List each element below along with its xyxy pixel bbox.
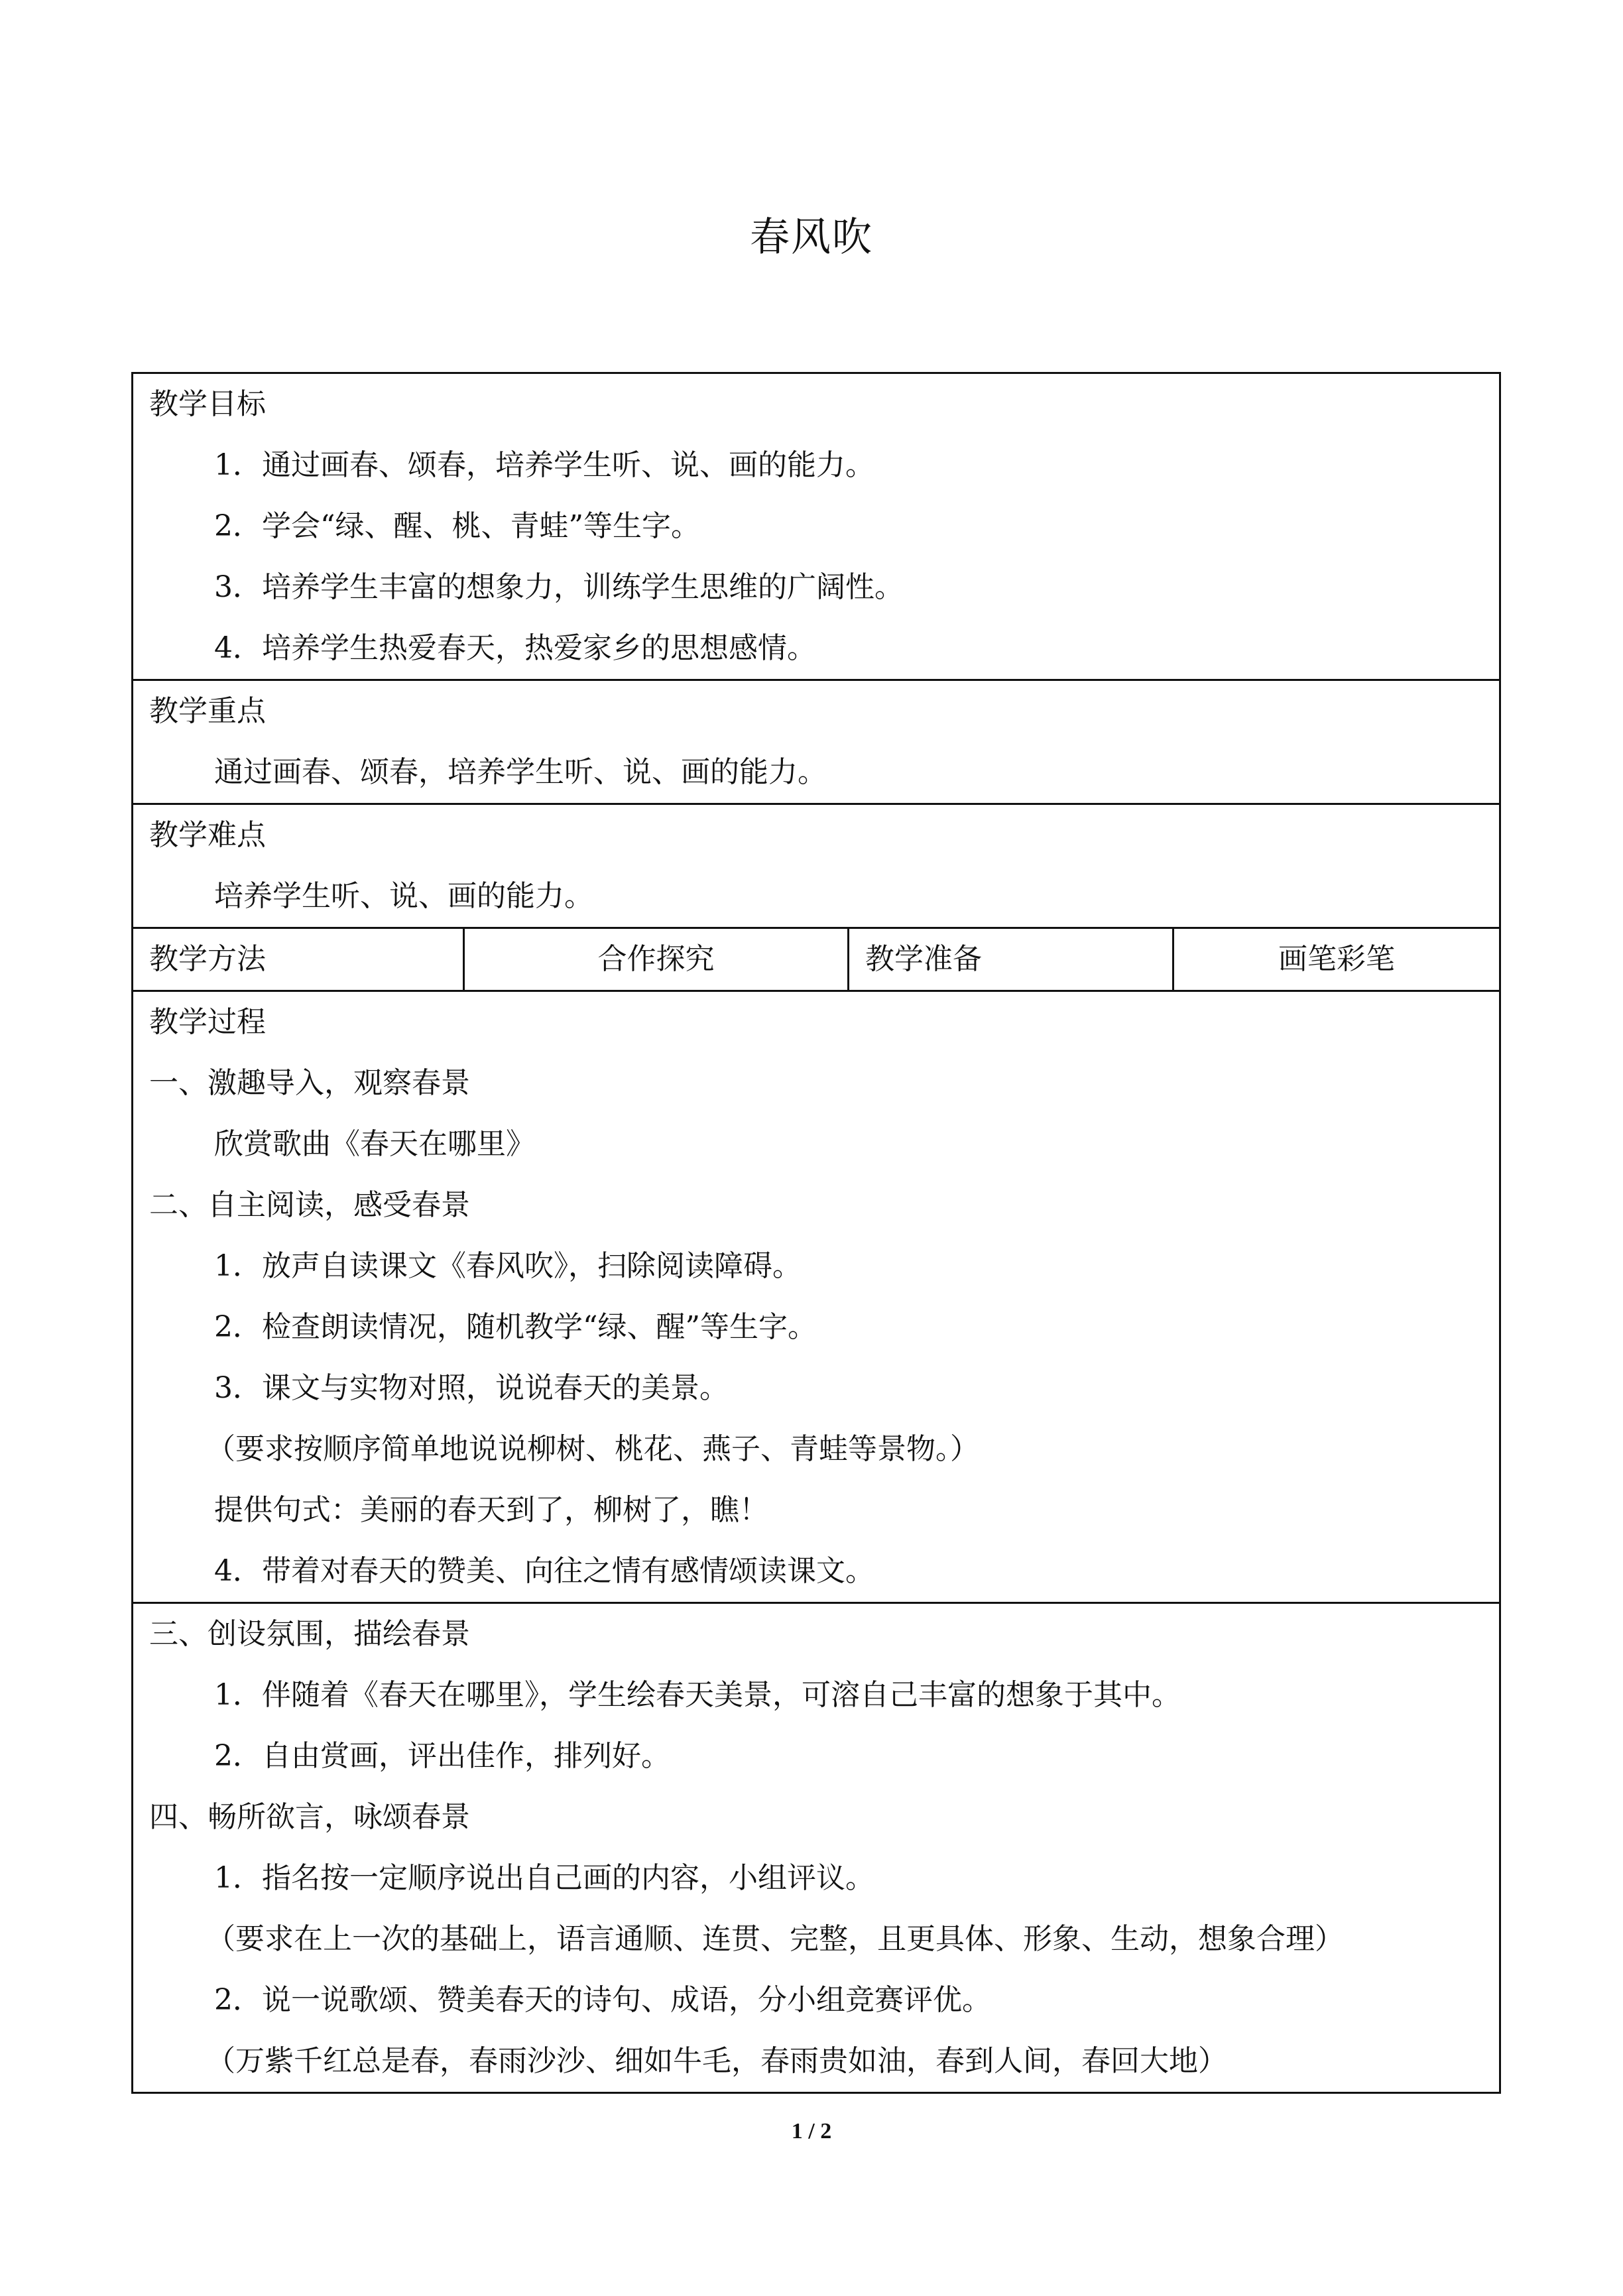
page-number: 1 / 2 [791,2119,832,2144]
prep-label: 教学准备 [849,929,1174,990]
document-title: 春风吹 [750,214,873,261]
process-line: 2．说一说歌颂、赞美春天的诗句、成语，分小组竞赛评优。 [214,1983,991,2017]
key-points-section [133,681,1499,805]
objectives-heading: 教学目标 [149,387,266,421]
objective-item: 4．培养学生热爱春天，热爱家乡的思想感情。 [214,631,816,665]
process-note: （万紫千红总是春，春雨沙沙、细如牛毛，春雨贵如油，春到人间，春回大地） [206,2044,1227,2078]
process-line: 提供句式：美丽的春天到了，柳树了，瞧！ [214,1493,768,1527]
method-label: 教学方法 [133,929,465,990]
objective-item: 1．通过画春、颂春，培养学生听、说、画的能力。 [214,448,874,482]
process-line: 欣赏歌曲《春天在哪里》 [214,1127,535,1161]
difficulties-text: 培养学生听、说、画的能力。 [214,879,593,913]
process-line: 2．检查朗读情况，随机教学“绿、醒”等生字。 [214,1310,817,1344]
process-part-title: 四、畅所欲言，咏颂春景 [149,1800,470,1834]
process-part-title: 二、自主阅读，感受春景 [149,1188,470,1222]
process-line: 1．放声自读课文《春风吹》，扫除阅读障碍。 [214,1249,802,1283]
objective-item: 2．学会“绿、醒、桃、青蛙”等生字。 [214,509,700,543]
process-section-a [133,992,1499,1604]
prep-value: 画笔彩笔 [1278,942,1395,976]
process-line: 4．带着对春天的赞美、向往之情有感情颂读课文。 [214,1554,874,1588]
process-line: 1．伴随着《春天在哪里》，学生绘春天美景，可溶自己丰富的想象于其中。 [214,1678,1181,1712]
key-points-text: 通过画春、颂春，培养学生听、说、画的能力。 [214,755,827,789]
process-heading: 教学过程 [149,1005,266,1039]
method-value: 合作探究 [465,929,849,990]
key-points-heading: 教学重点 [149,694,266,728]
process-note: （要求按顺序简单地说说柳树、桃花、燕子、青蛙等景物。） [206,1432,979,1466]
process-section-b [133,1604,1499,2092]
lesson-plan-table [131,372,1501,2094]
method-prep-row [133,929,1499,992]
process-note: （要求在上一次的基础上，语言通顺、连贯、完整，且更具体、形象、生动，想象合理） [206,1922,1344,1956]
process-line: 3．课文与实物对照，说说春天的美景。 [214,1371,729,1405]
difficulties-heading: 教学难点 [149,818,266,852]
process-line: 2．自由赏画，评出佳作，排列好。 [214,1739,670,1773]
process-line: 1．指名按一定顺序说出自己画的内容，小组评议。 [214,1861,874,1895]
objective-item: 3．培养学生丰富的想象力，训练学生思维的广阔性。 [214,570,904,604]
process-part-title: 一、激趣导入，观察春景 [149,1066,470,1100]
process-part-title: 三、创设氛围，描绘春景 [149,1617,470,1651]
difficulties-section [133,805,1499,929]
objectives-section [133,374,1499,681]
